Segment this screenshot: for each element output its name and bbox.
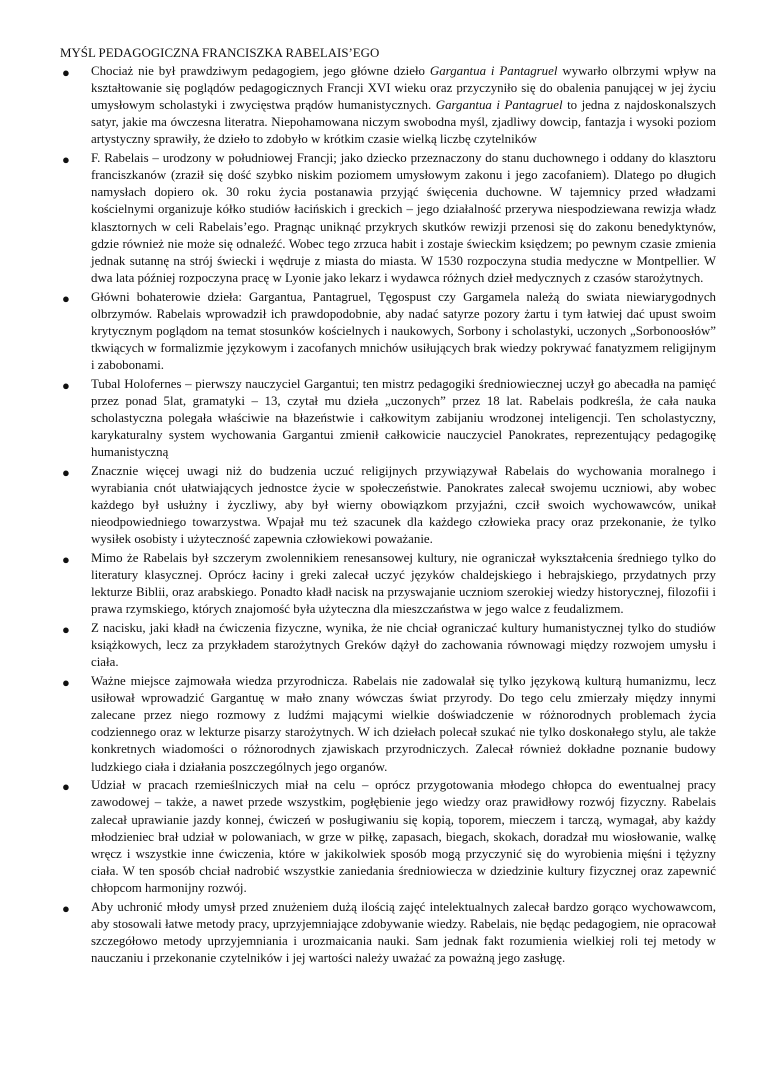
bullet-paragraph (60, 376, 716, 461)
bullet-dot-icon: ● (62, 622, 70, 638)
bullet-paragraph (60, 550, 716, 618)
paragraph-text (91, 376, 716, 461)
text-run: Aby uchronić młody umysł przed znużeniem dużą ilością zajęć intelektualnych zalecał bardzo gorąco wychowawcom, aby stosowali łatwe metody pracy, uprzyjemniające zdobywanie wiedzy. Rabelais, nie będąc pedagogiem, nie opracował szczegółowo metody uprzyjemniania i urozmaicania nauki. Sam jednak fakt rozumienia wielkiej roli tej metody w nauczaniu i przekonanie czytelników i jej wartości należy uważać za poważną jego zasługę. (91, 899, 716, 965)
bullet-dot-icon: ● (62, 65, 70, 80)
bullet-paragraph (60, 899, 716, 967)
paragraph-text (91, 899, 716, 967)
text-run: Znacznie więcej uwagi niż do budzenia uczuć religijnych przywiązywał Rabelais do wychowania moralnego i wyrabiania cnót ułatwiających jednostce życie w społeczeństwie. Panokrates zalecał swojemu uczniowi, aby wobec każdego był usłużny i życzliwy, aby był wierny obowiązkom przyjaźni, czcił swoich wychowawców, unikał nieodpowiedniego towarzystwa. Wpajał mu też szacunek dla każdego człowieka pracy oraz przekonanie, że tylko wysiłek osobisty i użyteczność zapewnia człowiekowi poważanie. (91, 463, 716, 547)
bullet-dot-icon: ● (62, 675, 70, 691)
bullet-list (60, 63, 716, 967)
text-run: Mimo że Rabelais był szczerym zwolennikiem renesansowej kultury, nie ograniczał wykształcenia średniego tylko do literatury klasycznej. Oprócz łaciny i greki zalecał uczyć języków chaldejskiego i hebrajskiego, przydatnych przy lekturze Biblii, oraz arabskiego. Ponadto kładł nacisk na przyswajanie uczniom szerokiej wiedzy historycznej, filozofii i prawa rzymskiego, których znajomość była użyteczna dla mieszczaństwa w jego walce z feudalizmem. (91, 551, 716, 617)
text-run: F. Rabelais – urodzony w południowej Francji; jako dziecko przeznaczony do stanu duchownego i oddany do klasztoru franciszkanów (zraził się dość szybko niskim poziomem umysłowym zakonu i jego zacofaniem). Dlatego po długich namysłach dopiero ok. 30 roku życia postanawia przyjąć święcenia duchowne. W tajemnicy przed władzami kościelnymi organizuje kółko studiów łacińskich i greckich – jego działalność przerywa niespodziewana rewizja władz klasztornych w celi Rabelais’ego. Pragnąc uniknąć przykrych skutków rewizji przenosi się do zakonu benedyktynów, gdzie również nie może się odnaleźć. Wobec tego zrzuca habit i zostaje świeckim księdzem; po pewnym czasie zmienia jednak sutannę na strój świecki i wędruje z miasta do miasta. W 1530 rozpoczyna studia medyczne w Montpellier. W dwa lata później rozpoczyna pracę w Lyonie jako lekarz i wydawca różnych dzieł medycznych z czasów starożytnych. (91, 151, 716, 285)
bullet-dot-icon: ● (62, 152, 70, 168)
text-run: Chociaż nie był prawdziwym pedagogiem, jego główne dzieło (91, 64, 430, 78)
text-run: to jedna z najdoskonalszych satyr, jakie ma ówczesna literatra. Niepohamowana niczym swobodna myśl, zjadliwy dowcip, fantazja i wysoki poziom artystyczny sprawiły, że dzieło to zdobyło w krótkim czasie wielką liczbę czytelników (91, 98, 716, 147)
bullet-paragraph (60, 289, 716, 374)
text-run: Z nacisku, jaki kładł na ćwiczenia fizyczne, wynika, że nie chciał ograniczać kultury humanistycznej tylko do studiów książkowych, lecz za przykładem starożytnych Greków dążył do zachowania równowagi między rozwojem umysłu i ciała. (91, 621, 716, 670)
bullet-dot-icon: ● (62, 464, 70, 480)
paragraph-text (91, 150, 716, 287)
bullet-dot-icon: ● (62, 552, 70, 568)
paragraph-text (91, 777, 716, 897)
bullet-dot-icon: ● (62, 779, 70, 795)
paragraph-text (91, 620, 716, 671)
paragraph-text (91, 63, 716, 148)
bullet-paragraph (60, 463, 716, 548)
bullet-paragraph (60, 150, 716, 287)
italic-work-title: Gargantua i Pantagruel (435, 98, 563, 113)
bullet-paragraph (60, 777, 716, 897)
bullet-paragraph (60, 673, 716, 776)
paragraph-text (91, 550, 716, 618)
bullet-dot-icon: ● (62, 377, 70, 393)
paragraph-text (91, 289, 716, 374)
italic-work-title: Gargantua i Pantagruel (429, 64, 558, 78)
text-run: Udział w pracach rzemieślniczych miał na celu – oprócz przygotowania młodego chłopca do ewentualnej pracy zawodowej – także, a nawet przede wszystkim, pogłębienie jego wiedzy oraz prawidłowy rozwój fizyczny. Rabelais zalecał uprawianie jazdy konnej, ćwiczeń w posługiwaniu się kopią, toporem, mieczem i tarczą, wymagał, aby każdy młodzieniec brał udział w polowaniach, w grze w piłkę, zapasach, biegach, skokach, doradzał mu wiosłowanie, walkę wręcz i wszystkie inne ćwiczenia, które w jakikolwiek sposób mogą przyczynić się do wyrobienia mięśni i tężyzny ciała. W ten sposób chciał nadrobić wszystkie zaniedania średniowiecza w dziedzinie kultury fizycznej oraz zapewnić chłopcom harmonijny rozwój. (91, 778, 716, 895)
bullet-dot-icon: ● (62, 900, 70, 916)
bullet-paragraph (60, 63, 716, 148)
bullet-paragraph (60, 620, 716, 671)
text-run: Tubal Holofernes – pierwszy nauczyciel Gargantui; ten mistrz pedagogiki średniowiecznej uczył go abecadła na pamięć przez ponad 5lat, gramatyki – 13, czytał mu dzieła „uczonych” przez 18 lat. Rabelais podkreśla, że cała nauka scholastyczna polegała właściwie na błazeństwie i całkowitym zabijaniu wrodzonej inteligencji. Ten scholastyczny, karykaturalny system wychowania Gargantui zmienił całkowicie nauczyciel Panokrates, reprezentujący pedagogikę humanistyczną (91, 376, 716, 460)
document-title: MYŚL PEDAGOGICZNA FRANCISZKA RABELAIS’EGO (60, 46, 380, 60)
text-run: Główni bohaterowie dzieła: Gargantua, Pantagruel, Tęgospust czy Gargamela należą do swiata niewiarygodnych olbrzymów. Rabelais wprowadził ich prawdopodobnie, aby nadać satyrze pozory żartu i tym łatwiej dać upust swoim krytycznym poglądom na temat stosunków kościelnych i naukowych, Sorbony i scholastyki, uczonych „Sorbonoosłów” tkwiących w formalizmie językowym i zacofanych mnichów usiłujących brak wiedzy pokrywać fanatyzmem religijnym i zabobonami. (91, 289, 716, 372)
paragraph-text (91, 463, 716, 548)
document-page (60, 45, 716, 969)
bullet-dot-icon: ● (62, 290, 70, 306)
text-run: wywarło olbrzymi wpływ na kształtowanie się poglądów pedagogicznych Francji XVI wieku oraz przyczyniło się do obalenia panującej w jej życiu umysłowym scholastyki i zwycięstwa prądów humanistycznych. (91, 64, 716, 113)
paragraph-text (91, 673, 716, 776)
text-run: Ważne miejsce zajmowała wiedza przyrodnicza. Rabelais nie zadowalał się tylko językową kulturą humanizmu, lecz usiłował wprowadzić Gargantuę w mało znany wówczas świat przyrody. Do tego celu zmierzały między innymi zalecane przez niego rozmowy z ludźmi mającymi wielkie doświadczenie w różnorodnych problemach życia codziennego oraz w lekturze pisarzy starożytnych. W ich dziełach polecał szukać nie tylko doskonałego stylu, ale także konkretnych wiadomości o różnorodnych zjawiskach przyrodniczych. Zalecał również dokładne poznanie budowy ludzkiego ciała i działania poszczególnych jego organów. (91, 674, 716, 774)
